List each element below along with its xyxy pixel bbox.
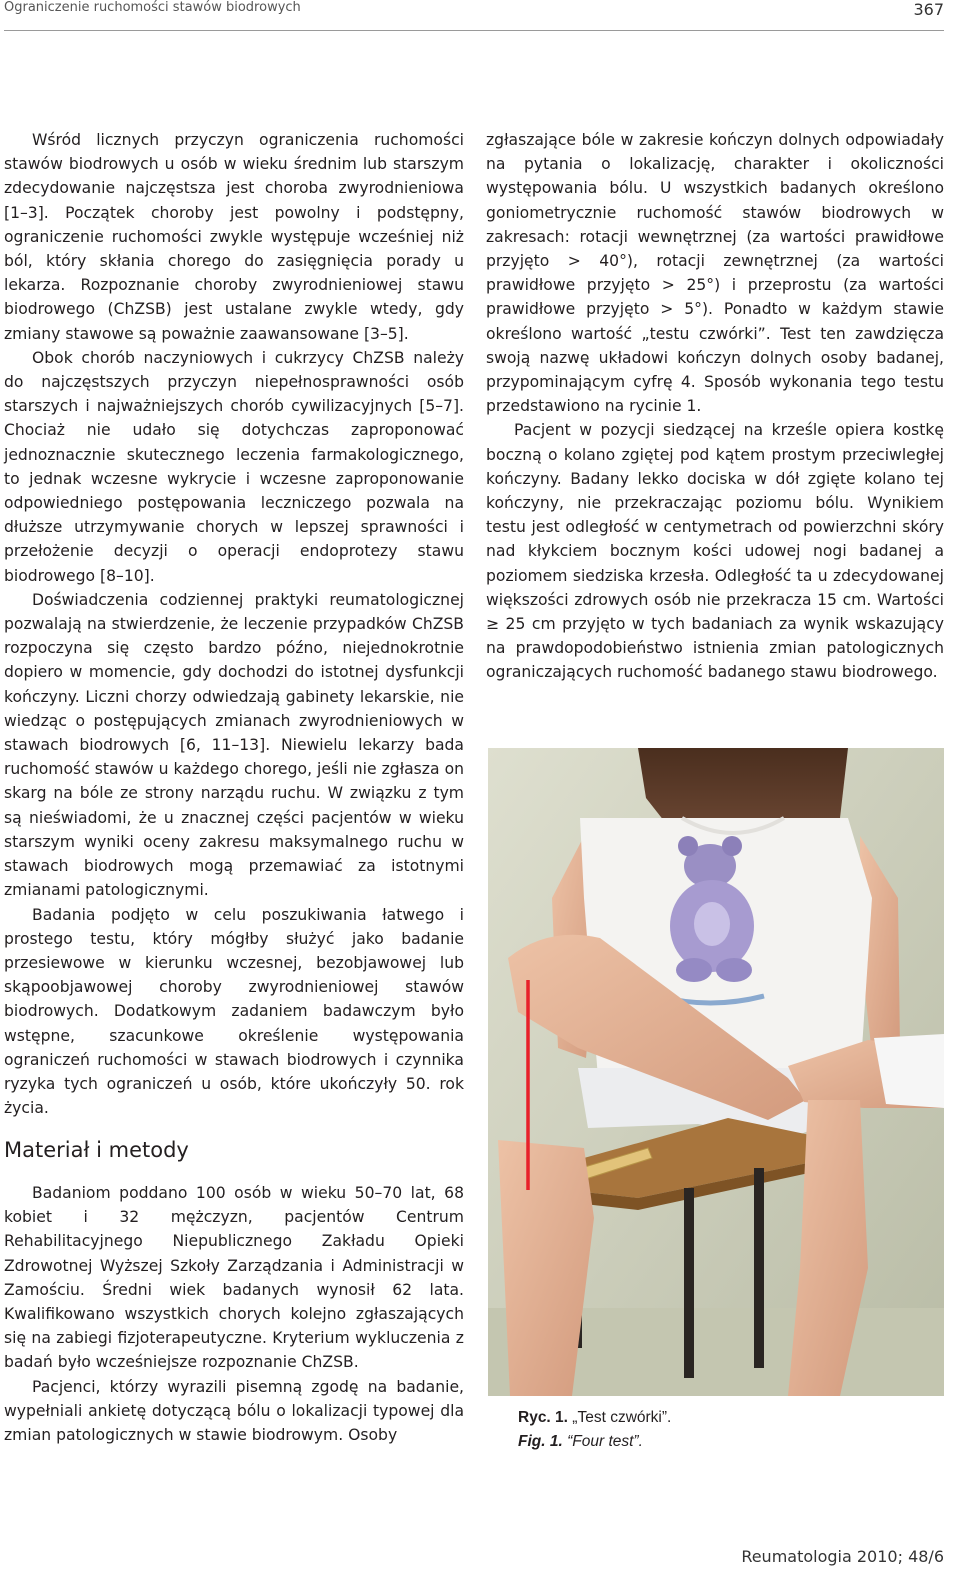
methods-paragraph-1: Badaniom poddano 100 osób w wieku 50–70 lat, 68 kobiet i 32 mężczyzn, pacjentów Centrum Rehabilitacyjnego Niepublicznego Zakładu Opieki Zdrowotnej Wyższej Szkoły Zarządzania i Administracji w Zamościu. Średni wiek badanych wynosił 62 lata. Kwalifikowano wszystkich chorych kolejno zgłaszających się na zabiegi fizjoterapeutyczne. Kryterium wykluczenia z badań było wcześniejsze rozpoznanie ChZSB. bbox=[4, 1184, 464, 1372]
four-test-photo bbox=[488, 748, 944, 1396]
caption-text-en: “Four test”. bbox=[567, 1433, 643, 1450]
chair-leg-right bbox=[754, 1168, 764, 1368]
figure-caption bbox=[518, 1406, 671, 1454]
methods-paragraph-2: Pacjenci, którzy wyrazili pisemną zgodę na badanie, wypełniali ankietę dotyczącą bólu o lokalizacji typowej dla zmian patologicznych w stawie biodrowym. Osoby bbox=[4, 1377, 464, 1445]
intro-paragraph-3: Doświadczenia codziennej praktyki reumatologicznej pozwalają na stwierdzenie, że leczenie przypadków ChZSB rozpoczyna się często bardzo późno, niejednokrotnie dopiero w momencie, gdy dochodzi do istotnej dysfunkcji kończyny. Liczni chorzy odwiedzają gabinety lekarskie, nie wiedząc o postępujących zmianach zwyrodnieniowych w stawach biodrowych [6, 11–13]. Niewielu lekarzy bada ruchomość stawów u każdego chorego, jeśli nie zgłasza on skarg na bóle ze strony narządu ruchu. W związku z tym są nieświadomi, że u znacznej części pacjentów w wieku starszym wyniki oceny zakresu maksymalnego ruchu w stawach biodrowych mogą przemawiać za istotnymi zmianami patologicznymi. bbox=[4, 590, 464, 900]
figure-photo bbox=[488, 748, 944, 1396]
caption-english bbox=[518, 1430, 671, 1454]
chair-leg-middle bbox=[684, 1188, 694, 1378]
hair bbox=[638, 748, 848, 828]
page-number: 367 bbox=[913, 0, 944, 19]
caption-text-pl: „Test czwórki”. bbox=[572, 1409, 672, 1426]
caption-label-en: Fig. 1. bbox=[518, 1433, 563, 1450]
caption-polish bbox=[518, 1406, 671, 1430]
right-paragraph-2: Pacjent w pozycji siedzącej na krześle opiera kostkę boczną o kolano zgiętej pod kątem prostym przeciwległej kończyny. Badany lekko dociska w dół zgięte kolano tej kończyny, nie przekraczając poziomu bólu. Wynikiem testu jest odległość w centymetrach od powierzchni skóry nad kłykciem bocznym kości udowej nogi badanej a poziomem siedziska krzesła. Odległość ta u zdecydowanej większości zdrowych osób nie przekracza 15 cm. Wartości ≥ 25 cm przyjęto w tych badaniach za wynik wskazujący na prawdopodobieństwo istnienia zmian patologicznych ograniczających ruchomość badanego stawu biodrowego. bbox=[486, 421, 944, 682]
intro-paragraph-1: Wśród licznych przyczyn ograniczenia ruchomości stawów biodrowych u osób w wieku średnim lub starszym zdecydowanie najczęstsza jest choroba zwyrodnieniowa [1–3]. Początek choroby jest powolny i podstępny, ograniczenie ruchomości zwykle występuje wcześniej niż ból, który skłania chorego do zasięgnięcia porady u lekarza. Rozpoznanie choroby zwyrodnieniowej stawu biodrowego (ChZSB) jest ustalane zwykle wtedy, gdy zmiany stawowe są poważnie zaawansowane [3–5]. bbox=[4, 131, 464, 343]
methods-column bbox=[4, 1181, 464, 1447]
running-title: Ograniczenie ruchomości stawów biodrowych bbox=[4, 0, 301, 15]
intro-paragraph-4: Badania podjęto w celu poszukiwania łatwego i prostego testu, który mógłby służyć jako badanie przesiewowe w kierunku wczesnej, bezobjawowej lub skąpoobjawowej choroby zwyrodnieniowej stawów biodrowych. Dodatkowym zadaniem badawczym było wstępne, szacunkowe określenie występowania ograniczeń ruchomości w stawach biodrowych i czynnika ryzyka tych ograniczeń u osób, które ukończyły 50. rok życia. bbox=[4, 905, 464, 1118]
section-heading-methods: Materiał i metody bbox=[4, 1138, 189, 1162]
running-header bbox=[4, 0, 944, 31]
caption-label-pl: Ryc. 1. bbox=[518, 1409, 568, 1426]
intro-paragraph-2: Obok chorób naczyniowych i cukrzycy ChZSB należy do najczęstszych przyczyn niepełnosprawności osób starszych i najważniejszych chorób cywilizacyjnych [5–7]. Chociaż nie udało się dotychczas zaproponować jednoznacznie skutecznego leczenia farmakologicznego, to jednak wczesne wykrycie i wczesne zaproponowanie odpowiedniego postępowania leczniczego pozwala na dłuższe utrzymywanie chorych w lepszej sprawności i przełożenie decyzji o operacji endoprotezy stawu biodrowego [8–10]. bbox=[4, 348, 464, 585]
right-column bbox=[486, 128, 944, 685]
right-paragraph-1: zgłaszające bóle w zakresie kończyn dolnych odpowiadały na pytania o lokalizację, charakter i okoliczności występowania bólu. U wszystkich badanych określono goniometrycznie ruchomość stawów biodrowych w zakresach: rotacji wewnętrznej (za wartości prawidłowe przyjęto > 40°), rotacji zewnętrznej (za wartości prawidłowe przyjęto > 25°) i przeprostu (za wartości prawidłowe przyjęto > 5°). Ponadto w każdym stawie określono wartość „testu czwórki”. Test ten zawdzięcza swoją nazwę układowi kończyn dolnych osoby badanej, przypominającym cyfrę 4. Sposób wykonania tego testu przedstawiono na rycinie 1. bbox=[486, 131, 944, 416]
journal-footer: Reumatologia 2010; 48/6 bbox=[741, 1547, 944, 1566]
left-column bbox=[4, 128, 464, 1120]
